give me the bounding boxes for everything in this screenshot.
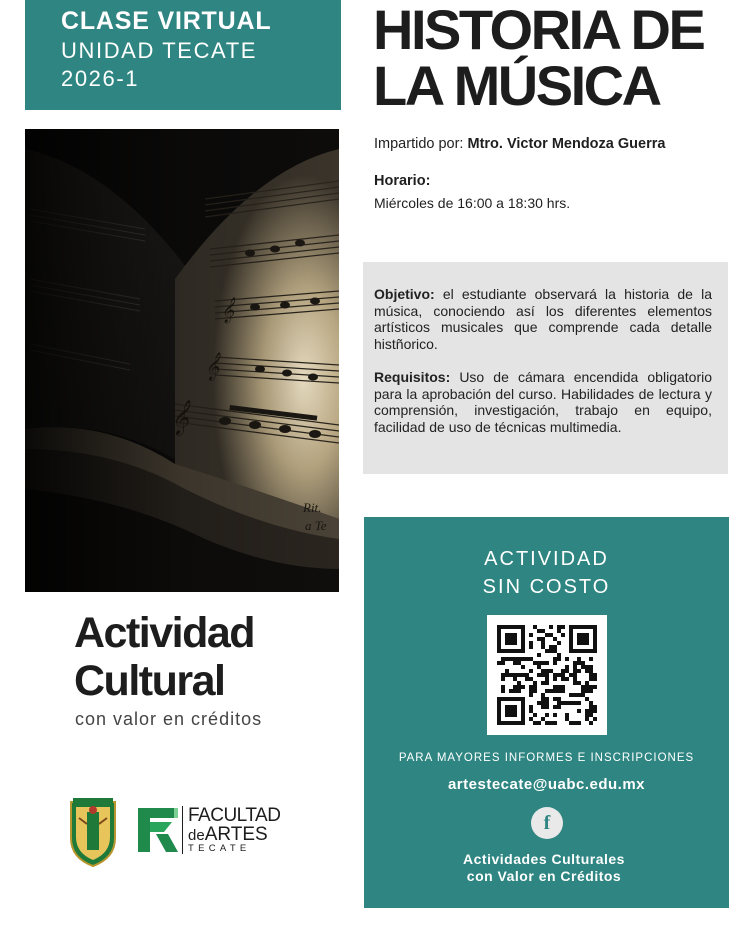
panel-line-1: ACTIVIDAD [484,548,609,570]
activities-line-2: con Valor en Créditos [466,868,622,884]
sheet-music-book-icon [25,129,339,592]
logo-divider [182,806,183,854]
schedule-value: Miércoles de 16:00 a 18:30 hrs. [374,195,571,211]
requirements-paragraph [374,369,712,435]
objective-text: el estudiante observará la historia de la música, conociendo así los diferentes elementos artísticos musicales que comprende cada detalle histñorico. [374,286,712,352]
contact-panel [364,517,729,908]
facebook-icon[interactable]: f [531,807,563,839]
activities-line-1: Actividades Culturales [463,851,625,867]
teacher-line [374,136,665,152]
faculty-line-1: FACULTAD [188,805,281,826]
title-line-1: HISTORIA DE [373,0,704,61]
facultad-artes-logo-icon [138,808,178,852]
panel-line-2: SIN COSTO [482,576,611,598]
objective-paragraph [374,286,712,352]
qr-code-icon[interactable] [487,615,607,735]
teacher-label: Impartido por: [374,136,468,152]
title-line-2: LA MÚSICA [373,54,660,117]
requirements-text: Uso de cámara encendida obligatorio para la aprobación del curso. Habilidades de lectura y comprensión, investigación, trabajo en equipo, facilidad de uso de técnicas multimedia. [374,369,712,435]
uabc-seal-icon [67,798,119,868]
email-link[interactable]: artestecate@uabc.edu.mx [447,776,646,793]
info-line: PARA MAYORES INFORMES E INSCRIPCIONES [398,752,695,764]
course-title [373,0,745,117]
banner-line-1: CLASE VIRTUAL [61,7,272,35]
cultural-line-3: con valor en créditos [75,709,263,729]
banner-line-3: 2026-1 [61,66,140,91]
header-banner [25,0,341,110]
teacher-name: Mtro. Victor Mendoza Guerra [467,136,666,152]
banner-line-2: UNIDAD TECATE [61,38,258,63]
faculty-artes: ARTES [204,824,268,845]
cultural-line-1: Actividad [74,609,255,657]
sheet-music-photo [25,129,339,592]
faculty-line-3: TECATE [188,843,251,854]
schedule-label: Horario: [374,173,431,189]
cultural-line-2: Cultural [74,657,225,705]
objective-label: Objetivo: [374,286,435,302]
faculty-de: de [188,827,205,844]
requirements-label: Requisitos: [374,369,451,385]
course-info-box [363,262,728,474]
